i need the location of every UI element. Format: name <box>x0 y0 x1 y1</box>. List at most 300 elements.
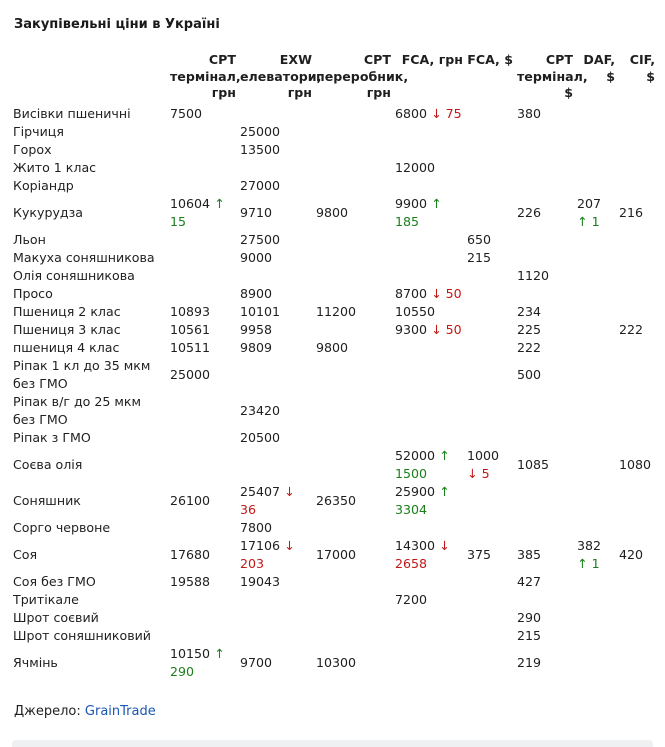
price-cell <box>168 537 238 573</box>
price-cell <box>617 285 657 303</box>
price-cell <box>393 159 465 177</box>
price-cell <box>465 105 515 123</box>
price-cell <box>314 519 393 537</box>
table-row <box>11 123 657 141</box>
commodity-name: Просо <box>13 285 53 301</box>
price-cell <box>314 591 393 609</box>
price-value: 25000 <box>240 123 281 139</box>
price-cell <box>168 105 238 123</box>
price-cell <box>238 141 314 159</box>
price-value: 216 <box>619 204 644 220</box>
price-cell <box>617 321 657 339</box>
price-value: 234 <box>517 303 542 319</box>
header-cell: FCA, грн <box>401 52 463 67</box>
price-cell <box>314 447 393 483</box>
price-value: 19043 <box>240 573 281 589</box>
price-cell <box>465 267 515 285</box>
price-cell <box>314 159 393 177</box>
table-row <box>11 393 657 429</box>
price-value: 500 <box>517 366 542 382</box>
price-value: 382 <box>577 537 602 553</box>
price-cell <box>238 159 314 177</box>
price-value: 9300 <box>395 321 428 337</box>
price-cell <box>617 519 657 537</box>
price-value: 27000 <box>240 177 281 193</box>
price-cell <box>515 519 575 537</box>
price-cell <box>575 591 617 609</box>
price-cell <box>575 537 617 573</box>
price-cell <box>168 519 238 537</box>
price-cell <box>465 447 515 483</box>
price-cell <box>238 537 314 573</box>
price-cell <box>575 123 617 141</box>
source-link[interactable]: GrainTrade <box>84 704 156 719</box>
price-cell <box>617 141 657 159</box>
price-cell <box>465 519 515 537</box>
commodity-name: Шрот соєвий <box>13 609 99 625</box>
price-cell <box>617 339 657 357</box>
price-cell <box>168 447 238 483</box>
price-cell <box>238 483 314 519</box>
price-cell <box>238 627 314 645</box>
price-cell <box>515 141 575 159</box>
header-cell: FCA, $ <box>467 52 513 67</box>
table-row <box>11 285 657 303</box>
price-cell <box>314 285 393 303</box>
price-value: 26100 <box>170 492 211 508</box>
price-cell <box>314 573 393 591</box>
price-cell <box>168 339 238 357</box>
table-row <box>11 159 657 177</box>
price-value: 9900 <box>395 195 428 211</box>
price-cell <box>575 447 617 483</box>
price-cell <box>515 339 575 357</box>
price-cell <box>575 339 617 357</box>
table-row <box>11 591 657 609</box>
price-cell <box>575 393 617 429</box>
price-cell <box>168 267 238 285</box>
price-value: 225 <box>517 321 542 337</box>
price-value: 23420 <box>240 402 281 418</box>
commodity-name: Льон <box>13 231 46 247</box>
price-cell <box>238 447 314 483</box>
table-row <box>11 105 657 123</box>
table-body <box>11 105 657 681</box>
table-row <box>11 177 657 195</box>
arrow-down-icon: ↓ <box>467 465 478 481</box>
price-cell <box>575 231 617 249</box>
price-cell <box>314 177 393 195</box>
price-value: 420 <box>619 546 644 562</box>
price-cell <box>575 627 617 645</box>
price-cell <box>617 483 657 519</box>
price-cell <box>515 249 575 267</box>
price-change-amount: 50 <box>445 285 462 301</box>
price-change-up <box>577 214 600 229</box>
price-cell <box>393 195 465 231</box>
commodity-name: Тритікале <box>13 591 79 607</box>
price-value: 1085 <box>517 456 550 472</box>
price-value: 7200 <box>395 591 428 607</box>
price-cell <box>575 519 617 537</box>
price-cell <box>393 537 465 573</box>
price-cell <box>238 303 314 321</box>
table-row <box>11 321 657 339</box>
price-cell <box>168 159 238 177</box>
price-cell <box>238 123 314 141</box>
price-cell <box>465 177 515 195</box>
price-value: 222 <box>517 339 542 355</box>
table-row <box>11 447 657 483</box>
header-cell: DAF, $ <box>583 52 615 84</box>
price-value: 7800 <box>240 519 273 535</box>
price-cell <box>168 195 238 231</box>
header-cell: CPT термінал, $ <box>517 52 588 100</box>
table-row <box>11 303 657 321</box>
page-title: Закупівельні ціни в Україні <box>14 17 220 32</box>
price-cell <box>314 393 393 429</box>
price-cell <box>465 285 515 303</box>
price-cell <box>314 249 393 267</box>
price-value: 6800 <box>395 105 428 121</box>
header-cell: CIF, $ <box>629 52 655 84</box>
price-value: 25900 <box>395 483 436 499</box>
price-cell <box>238 357 314 393</box>
arrow-up-icon: ↑ <box>214 645 225 661</box>
price-value: 25407 <box>240 483 281 499</box>
price-cell <box>465 537 515 573</box>
price-value: 1080 <box>619 456 652 472</box>
price-value: 9800 <box>316 204 349 220</box>
price-cell <box>314 123 393 141</box>
price-value: 9000 <box>240 249 273 265</box>
price-cell <box>314 357 393 393</box>
price-cell <box>465 645 515 681</box>
arrow-up-icon: ↑ <box>577 555 588 571</box>
price-cell <box>617 357 657 393</box>
price-cell <box>238 267 314 285</box>
table-header-row <box>11 52 657 105</box>
price-cell <box>314 609 393 627</box>
commodity-name: Макуха соняшникова <box>13 249 155 265</box>
price-change-amount: 36 <box>240 501 257 517</box>
price-cell <box>515 195 575 231</box>
price-cell <box>314 429 393 447</box>
price-cell <box>238 591 314 609</box>
commodity-name: Ріпак 1 кл до 35 мкм без ГМО <box>13 357 151 391</box>
price-cell <box>314 339 393 357</box>
arrow-up-icon: ↑ <box>439 483 450 499</box>
price-cell <box>465 429 515 447</box>
price-table <box>11 52 657 681</box>
price-value: 10511 <box>170 339 211 355</box>
price-value: 10604 <box>170 195 211 211</box>
price-cell <box>393 285 465 303</box>
price-cell <box>393 447 465 483</box>
price-value: 12000 <box>395 159 436 175</box>
price-cell <box>617 123 657 141</box>
price-value: 17106 <box>240 537 281 553</box>
header-cell: CPT термінал, грн <box>170 52 241 100</box>
table-row <box>11 537 657 573</box>
arrow-down-icon: ↓ <box>431 285 442 301</box>
price-value: 8900 <box>240 285 273 301</box>
commodity-name: Висівки пшеничні <box>13 105 131 121</box>
price-cell <box>314 483 393 519</box>
table-row <box>11 627 657 645</box>
price-cell <box>575 609 617 627</box>
table-row <box>11 483 657 519</box>
table-row <box>11 231 657 249</box>
price-cell <box>465 339 515 357</box>
price-cell <box>617 231 657 249</box>
price-change-down <box>467 466 490 481</box>
price-cell <box>575 177 617 195</box>
price-value: 650 <box>467 231 492 247</box>
price-cell <box>168 231 238 249</box>
price-cell <box>465 573 515 591</box>
bottom-bar <box>12 740 653 747</box>
price-cell <box>168 573 238 591</box>
price-cell <box>575 105 617 123</box>
price-value: 1000 <box>467 447 500 463</box>
price-cell <box>393 393 465 429</box>
price-cell <box>314 141 393 159</box>
price-value: 215 <box>467 249 492 265</box>
price-cell <box>515 609 575 627</box>
price-change-amount: 1 <box>591 555 600 571</box>
price-change-amount: 1500 <box>395 465 428 481</box>
table-row <box>11 195 657 231</box>
price-cell <box>465 627 515 645</box>
price-cell <box>168 177 238 195</box>
price-value: 8700 <box>395 285 428 301</box>
price-cell <box>465 231 515 249</box>
price-change-amount: 50 <box>445 321 462 337</box>
price-cell <box>314 645 393 681</box>
price-value: 9800 <box>316 339 349 355</box>
price-value: 290 <box>517 609 542 625</box>
price-cell <box>238 573 314 591</box>
table-row <box>11 645 657 681</box>
price-cell <box>515 627 575 645</box>
price-cell <box>168 609 238 627</box>
arrow-down-icon: ↓ <box>431 321 442 337</box>
price-cell <box>168 591 238 609</box>
price-value: 25000 <box>170 366 211 382</box>
arrow-down-icon: ↓ <box>431 105 442 121</box>
price-cell <box>617 105 657 123</box>
price-cell <box>575 573 617 591</box>
price-cell <box>393 105 465 123</box>
price-value: 10300 <box>316 654 357 670</box>
price-value: 9958 <box>240 321 273 337</box>
price-cell <box>617 393 657 429</box>
price-cell <box>617 195 657 231</box>
price-cell <box>465 123 515 141</box>
price-value: 17000 <box>316 546 357 562</box>
price-cell <box>617 429 657 447</box>
price-cell <box>314 627 393 645</box>
price-change-amount: 5 <box>481 465 490 481</box>
price-value: 207 <box>577 195 602 211</box>
price-change-amount: 185 <box>395 213 420 229</box>
price-cell <box>238 249 314 267</box>
price-cell <box>314 105 393 123</box>
commodity-name: Сорго червоне <box>13 519 111 535</box>
price-cell <box>465 141 515 159</box>
price-cell <box>314 321 393 339</box>
source-label: Джерело: <box>14 704 81 719</box>
price-cell <box>238 231 314 249</box>
price-cell <box>515 447 575 483</box>
price-cell <box>575 141 617 159</box>
commodity-name: Пшениця 2 клас <box>13 303 121 319</box>
price-cell <box>393 249 465 267</box>
price-cell <box>617 447 657 483</box>
price-cell <box>515 267 575 285</box>
commodity-name: пшениця 4 клас <box>13 339 120 355</box>
price-cell <box>617 267 657 285</box>
price-cell <box>515 429 575 447</box>
price-cell <box>393 519 465 537</box>
commodity-name: Ріпак з ГМО <box>13 429 91 445</box>
table-row <box>11 609 657 627</box>
commodity-name: Гірчиця <box>13 123 64 139</box>
price-cell <box>168 141 238 159</box>
table-row <box>11 429 657 447</box>
price-cell <box>617 609 657 627</box>
price-value: 27500 <box>240 231 281 247</box>
header-cell: EXW елеватори, грн <box>240 52 322 100</box>
arrow-up-icon: ↑ <box>577 213 588 229</box>
price-cell <box>465 357 515 393</box>
price-value: 10561 <box>170 321 211 337</box>
price-cell <box>515 483 575 519</box>
price-cell <box>238 195 314 231</box>
arrow-up-icon: ↑ <box>439 447 450 463</box>
price-value: 219 <box>517 654 542 670</box>
commodity-name: Пшениця 3 клас <box>13 321 121 337</box>
price-cell <box>238 609 314 627</box>
price-change-amount: 290 <box>170 663 195 679</box>
commodity-name: Соєва олія <box>13 456 83 472</box>
price-cell <box>238 429 314 447</box>
price-cell <box>575 249 617 267</box>
price-value: 9710 <box>240 204 273 220</box>
price-cell <box>465 195 515 231</box>
price-cell <box>238 645 314 681</box>
price-cell <box>393 141 465 159</box>
price-cell <box>575 483 617 519</box>
price-cell <box>515 285 575 303</box>
price-cell <box>314 537 393 573</box>
table-row <box>11 267 657 285</box>
price-value: 10150 <box>170 645 211 661</box>
price-cell <box>393 627 465 645</box>
price-value: 380 <box>517 105 542 121</box>
price-cell <box>515 303 575 321</box>
price-cell <box>314 267 393 285</box>
price-cell <box>465 249 515 267</box>
price-cell <box>168 357 238 393</box>
price-value: 26350 <box>316 492 357 508</box>
price-cell <box>168 429 238 447</box>
price-cell <box>515 645 575 681</box>
price-cell <box>393 483 465 519</box>
header-cell: CPT переробник, грн <box>316 52 409 100</box>
price-cell <box>617 645 657 681</box>
price-value: 9700 <box>240 654 273 670</box>
price-cell <box>168 249 238 267</box>
price-cell <box>617 249 657 267</box>
price-value: 385 <box>517 546 542 562</box>
price-change-amount: 15 <box>170 213 187 229</box>
price-value: 10893 <box>170 303 211 319</box>
arrow-down-icon: ↓ <box>284 483 295 499</box>
price-change-down <box>427 322 462 337</box>
table-row <box>11 249 657 267</box>
price-cell <box>515 393 575 429</box>
price-cell <box>314 231 393 249</box>
price-value: 17680 <box>170 546 211 562</box>
price-value: 13500 <box>240 141 281 157</box>
price-change-amount: 1 <box>591 213 600 229</box>
price-cell <box>575 285 617 303</box>
price-cell <box>168 645 238 681</box>
price-cell <box>465 393 515 429</box>
table-row <box>11 339 657 357</box>
price-cell <box>617 591 657 609</box>
commodity-name: Горох <box>13 141 52 157</box>
commodity-name: Олія соняшникова <box>13 267 135 283</box>
price-cell <box>168 285 238 303</box>
price-cell <box>238 321 314 339</box>
price-cell <box>168 303 238 321</box>
price-cell <box>617 159 657 177</box>
price-value: 7500 <box>170 105 203 121</box>
price-cell <box>238 285 314 303</box>
price-cell <box>575 357 617 393</box>
price-change-down <box>427 106 462 121</box>
price-change-amount: 2658 <box>395 555 428 571</box>
price-value: 226 <box>517 204 542 220</box>
price-value: 14300 <box>395 537 436 553</box>
commodity-name: Соя без ГМО <box>13 573 96 589</box>
price-change-amount: 3304 <box>395 501 428 517</box>
price-change-down <box>427 286 462 301</box>
price-value: 375 <box>467 546 492 562</box>
price-cell <box>393 123 465 141</box>
price-value: 10101 <box>240 303 281 319</box>
price-cell <box>314 303 393 321</box>
price-value: 222 <box>619 321 644 337</box>
commodity-name: Соя <box>13 546 38 562</box>
price-cell <box>168 393 238 429</box>
commodity-name: Жито 1 клас <box>13 159 97 175</box>
price-cell <box>515 177 575 195</box>
price-value: 215 <box>517 627 542 643</box>
price-cell <box>238 519 314 537</box>
price-cell <box>393 267 465 285</box>
price-value: 11200 <box>316 303 357 319</box>
price-cell <box>617 537 657 573</box>
price-cell <box>617 627 657 645</box>
price-value: 10550 <box>395 303 436 319</box>
price-change-up <box>577 556 600 571</box>
price-value: 19588 <box>170 573 211 589</box>
price-cell <box>238 393 314 429</box>
